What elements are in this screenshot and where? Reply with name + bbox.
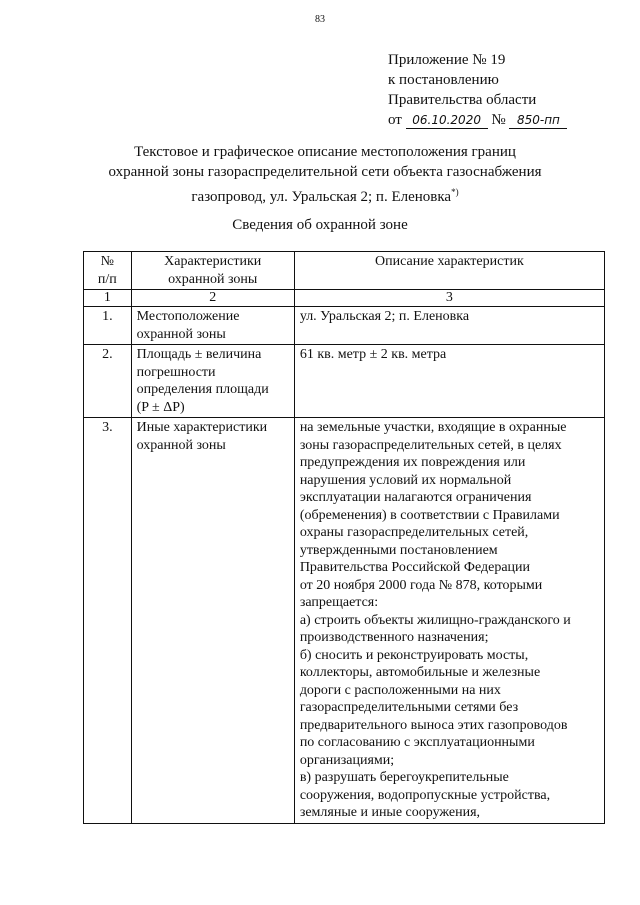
description-line: на земельные участки, входящие в охранные <box>299 420 567 435</box>
row-description <box>294 418 604 824</box>
characteristic-line: погрешности <box>136 364 216 380</box>
title-line-3-text: газопровод, ул. Уральская 2; п. Еленовка <box>191 189 452 205</box>
description-line: б) сносить и реконструировать мосты, <box>299 647 529 663</box>
row-characteristic <box>131 345 294 418</box>
row-description <box>294 345 604 418</box>
description-line: предупреждения их повреждения или <box>299 455 526 470</box>
characteristic-line: определения площади <box>136 382 269 397</box>
characteristic-line: (P ± ΔP) <box>136 399 185 415</box>
attachment-line-2: к постановлению <box>388 72 499 88</box>
row-number: 1. <box>84 307 132 345</box>
description-line: в) разрушать берегоукрепительные <box>299 770 509 785</box>
attachment-line-1: Приложение № 19 <box>388 52 506 68</box>
column-number-1: 1 <box>84 290 132 307</box>
header-characteristic <box>131 252 294 290</box>
handwritten-number: 850-пп <box>509 113 567 129</box>
characteristic-line: Площадь ± величина <box>136 347 262 362</box>
description-line: ул. Уральская 2; п. Еленовка <box>299 309 470 324</box>
description-line: эксплуатации налагаются ограничения <box>299 490 532 505</box>
column-number-row <box>84 290 605 307</box>
attachment-block <box>388 50 567 130</box>
header-number-line-2: п/п <box>97 271 117 287</box>
column-number-3: 3 <box>294 290 604 307</box>
section-subtitle: Сведения об охранной зоне <box>232 217 408 233</box>
table-row <box>84 345 605 418</box>
description-line: (обременения) в соответствии с Правилами <box>299 507 560 523</box>
attachment-line-3: Правительства области <box>388 92 537 108</box>
header-number-line-1: № <box>100 254 114 269</box>
description-line: организациями; <box>299 752 395 768</box>
description-line: зоны газораспределительных сетей, в целях <box>299 437 562 453</box>
characteristic-line: охранной зоны <box>136 326 226 342</box>
description-line: от 20 ноября 2000 года № 878, которыми <box>299 577 543 593</box>
row-number: 3. <box>84 418 132 824</box>
description-line: а) строить объекты жилищно-гражданского и <box>299 612 571 628</box>
row-description <box>294 307 604 345</box>
title-line-2: охранной зоны газораспределительной сети объекта газоснабжения <box>108 164 542 180</box>
document-title <box>90 142 560 207</box>
table-row <box>84 418 605 824</box>
row-characteristic <box>131 307 294 345</box>
row-number: 2. <box>84 345 132 418</box>
attachment-date-line <box>388 110 567 130</box>
description-line: запрещается: <box>299 595 379 610</box>
characteristic-line: охранной зоны <box>136 437 226 453</box>
number-prefix: № <box>491 112 506 128</box>
description-line: сооружения, водопропускные устройства, <box>299 787 551 803</box>
description-line: по согласованию с эксплуатационными <box>299 735 535 750</box>
header-characteristic-line-1: Характеристики <box>164 254 262 269</box>
date-prefix: от <box>388 112 402 128</box>
characteristic-line: Иные характеристики <box>136 420 268 435</box>
description-line: Правительства Российской Федерации <box>299 560 531 575</box>
table-header-row <box>84 252 605 290</box>
description-line: дороги с расположенными на них <box>299 682 501 698</box>
description-line: утвержденными постановлением <box>299 542 498 558</box>
table-row <box>84 307 605 345</box>
description-line: охраны газораспределительных сетей, <box>299 525 529 540</box>
description-line: земляные и иные сооружения, <box>299 805 481 820</box>
column-number-2: 2 <box>131 290 294 307</box>
characteristic-line: Местоположение <box>136 309 240 324</box>
description-line: производственного назначения; <box>299 630 489 645</box>
zone-info-table <box>83 251 605 824</box>
row-characteristic <box>131 418 294 824</box>
page-number: 83 <box>315 14 325 25</box>
description-line: нарушения условий их нормальной <box>299 472 512 488</box>
description-line: коллекторы, автомобильные и железные <box>299 665 541 680</box>
description-line: газораспределительными сетями без <box>299 700 519 715</box>
header-description: Описание характеристик <box>294 252 604 290</box>
description-line: предварительного выноса этих газопроводов <box>299 717 568 733</box>
footnote-mark: *) <box>451 187 459 197</box>
header-number <box>84 252 132 290</box>
title-line-3 <box>90 182 560 207</box>
title-line-1: Текстовое и графическое описание местоположения границ <box>134 144 516 160</box>
handwritten-date: 06.10.2020 <box>406 113 488 129</box>
header-characteristic-line-2: охранной зоны <box>168 271 258 287</box>
description-line: 61 кв. метр ± 2 кв. метра <box>299 347 447 362</box>
